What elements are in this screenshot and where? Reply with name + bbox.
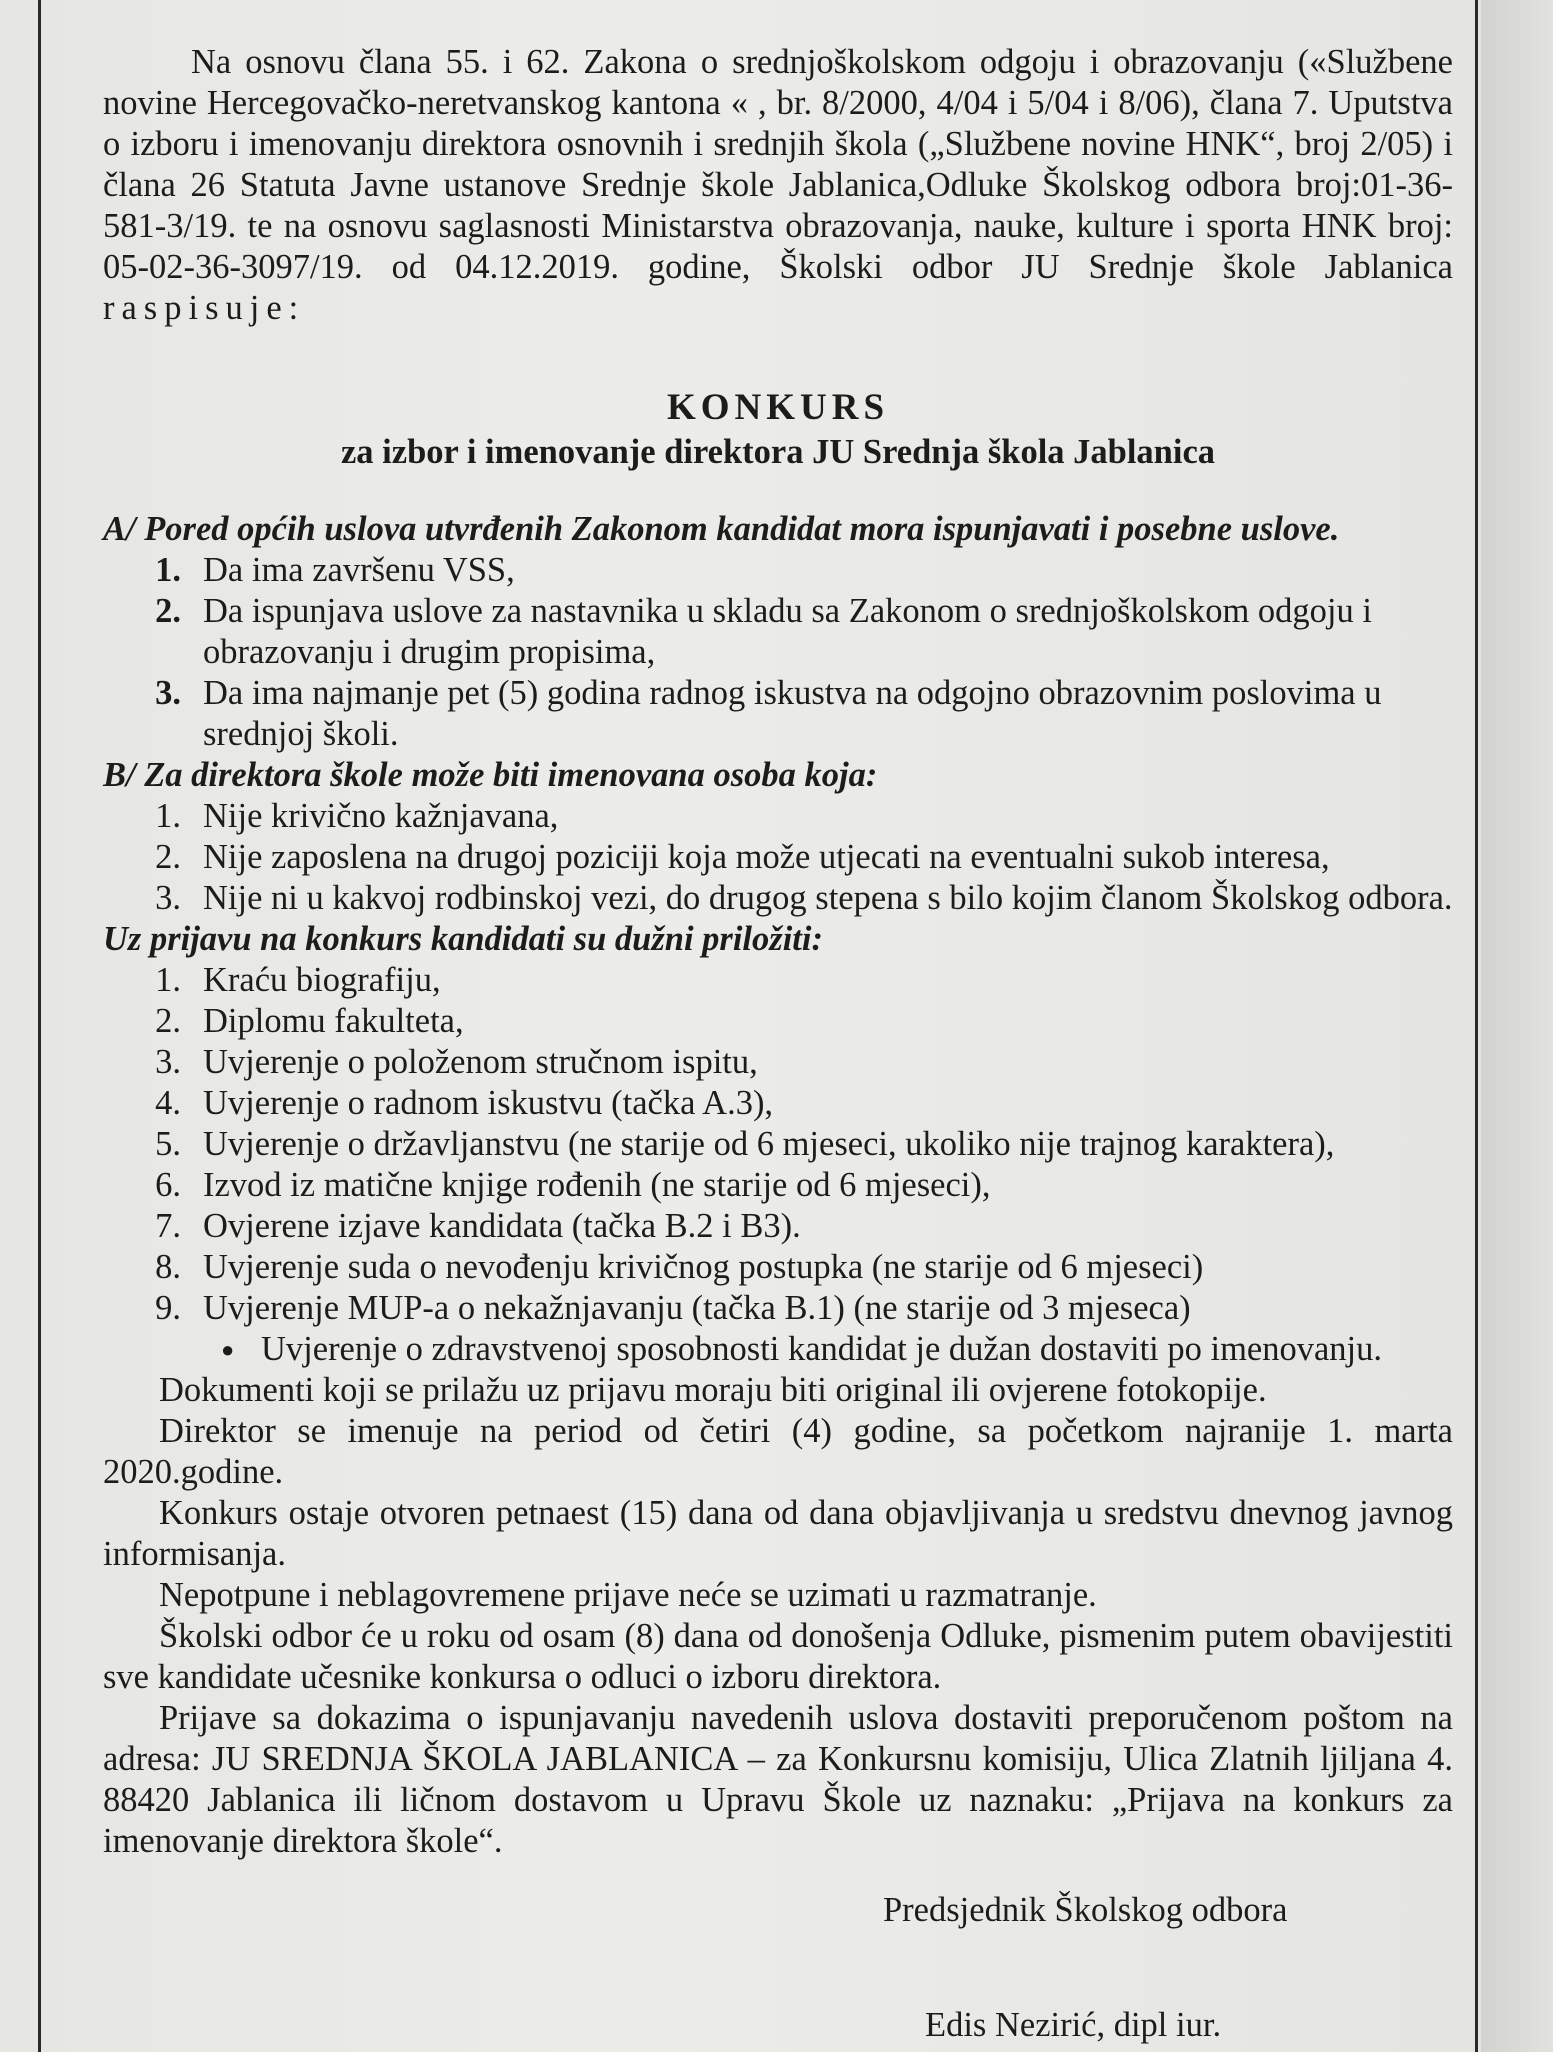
list-item-number: 1. — [155, 797, 181, 835]
list-item-number: 2. — [155, 838, 181, 876]
list-item — [103, 591, 1453, 673]
intro-text: Na osnovu člana 55. i 62. Zakona o srednjoškolskom odgoju i obrazovanju («Službene novine Hercegovačko-neretvanskog kantona « , br. 8/2000, 4/04 i 5/04 i 8/06), člana 7. Uputstva o izboru i imenovanju direktora osnovnih i srednjih škola („Službene novine HNK“, broj 2/05) i člana 26 Statuta Javne ustanove Srednje škole Jablanica,Odluke Školskog odbora broj:01-36-581-3/19. te na osnovu saglasnosti Ministarstva obrazovanja, nauke, kulture i sporta HNK broj: 05-02-36-3097/19. od 04.12.2019. godine, Školski odbor JU Srednje škole Jablanica — [103, 43, 1453, 286]
document-content — [103, 42, 1453, 2046]
list-item — [103, 1247, 1453, 1288]
section-b-list — [103, 796, 1453, 919]
list-item-number: 4. — [155, 1084, 181, 1122]
paragraph: Direktor se imenuje na period od četiri (4) godine, sa početkom najranije 1. marta 2020.godine. — [103, 1412, 1453, 1491]
documents-list — [103, 960, 1453, 1329]
list-item-text: Diplomu fakulteta, — [203, 1002, 464, 1040]
signature-role: Predsjednik Školskog odbora — [883, 1891, 1288, 1929]
document-frame — [38, 0, 1478, 2052]
list-item-text: Uvjerenje suda o nevođenju krivičnog postupka (ne starije od 6 mjeseci) — [203, 1248, 1204, 1286]
list-item-number: 1. — [155, 551, 181, 589]
list-item-text: Nije ni u kakvoj rodbinskoj vezi, do drugog stepena s bilo kojim članom Školskog odbora. — [203, 879, 1453, 917]
list-item — [103, 1001, 1453, 1042]
list-item — [103, 1124, 1453, 1165]
list-item-number: 3. — [155, 674, 181, 712]
list-item — [103, 960, 1453, 1001]
list-item-text: Izvod iz matične knjige rođenih (ne starije od 6 mjeseci), — [203, 1166, 991, 1204]
list-item-text: Da ima najmanje pet (5) godina radnog iskustva na odgojno obrazovnim poslovima u srednjoj školi. — [203, 674, 1382, 753]
list-item-text: Nije krivično kažnjavana, — [203, 797, 559, 835]
list-item-number: 6. — [155, 1166, 181, 1204]
list-item-text: Uvjerenje o državljanstvu (ne starije od 6 mjeseci, ukoliko nije trajnog karaktera), — [203, 1125, 1335, 1163]
list-item-text: Ovjerene izjave kandidata (tačka B.2 i B3). — [203, 1207, 801, 1245]
list-item-number: 2. — [155, 592, 181, 630]
section-a-heading: A/ Pored općih uslova utvrđenih Zakonom kandidat mora ispunjavati i posebne uslove. — [103, 510, 1340, 548]
list-item-text: Da ima završenu VSS, — [203, 551, 515, 589]
list-item-text: Da ispunjava uslove za nastavnika u skladu sa Zakonom o srednjoškolskom odgoju i obrazovanju i drugim propisima, — [203, 592, 1372, 671]
list-item-text: Uvjerenje MUP-a o nekažnjavanju (tačka B.1) (ne starije od 3 mjeseca) — [203, 1289, 1191, 1327]
list-item — [103, 796, 1453, 837]
list-item-number: 5. — [155, 1125, 181, 1163]
list-item-number: 2. — [155, 1002, 181, 1040]
list-item-number: 9. — [155, 1289, 181, 1327]
list-item — [103, 1042, 1453, 1083]
paragraph: Dokumenti koji se prilažu uz prijavu moraju biti original ili ovjerene fotokopije. — [159, 1371, 1267, 1409]
signature-name: Edis Nezirić, dipl iur. — [925, 2006, 1222, 2044]
list-item — [103, 878, 1453, 919]
paragraph: Konkurs ostaje otvoren petnaest (15) dana od dana objavljivanja u sredstvu dnevnog javnog informisanja. — [103, 1494, 1453, 1573]
bullet-dot: ● — [221, 1337, 235, 1362]
list-item-number: 1. — [155, 961, 181, 999]
list-item — [103, 1288, 1453, 1329]
list-item-text: Uvjerenje o položenom stručnom ispitu, — [203, 1043, 758, 1081]
list-item — [103, 837, 1453, 878]
intro-paragraph — [103, 42, 1453, 329]
page-edge-shadow — [1481, 0, 1553, 2052]
document-title: KONKURS — [666, 387, 890, 428]
intro-verb: raspisuje: — [103, 289, 306, 327]
documents-heading: Uz prijavu na konkurs kandidati su dužni priložiti: — [103, 920, 823, 958]
list-item — [103, 1165, 1453, 1206]
list-item-number: 3. — [155, 879, 181, 917]
list-item-text: Uvjerenje o radnom iskustvu (tačka A.3), — [203, 1084, 774, 1122]
paragraph: Nepotpune i neblagovremene prijave neće se uzimati u razmatranje. — [159, 1576, 1097, 1614]
list-item-number: 8. — [155, 1248, 181, 1286]
list-item-number: 7. — [155, 1207, 181, 1245]
document-subtitle: za izbor i imenovanje direktora JU Srednja škola Jablanica — [340, 433, 1216, 471]
signature-block — [103, 1890, 1453, 2046]
bullet-item — [103, 1329, 1453, 1370]
list-item-text: Nije zaposlena na drugoj poziciji koja može utjecati na eventualni sukob interesa, — [203, 838, 1330, 876]
list-item-text: Kraću biografiju, — [203, 961, 441, 999]
list-item — [103, 673, 1453, 755]
section-a-list — [103, 550, 1453, 755]
paragraph: Prijave sa dokazima o ispunjavanju navedenih uslova dostaviti preporučenom poštom na adresa: JU SREDNJA ŠKOLA JABLANICA – za Konkursnu komisiju, Ulica Zlatnih ljiljana 4. 88420 Jablanica ili ličnom dostavom u Upravu Škole uz naznaku: „Prijava na konkurs za imenovanje direktora škole“. — [103, 1699, 1453, 1860]
bullet-text: Uvjerenje o zdravstvenoj sposobnosti kandidat je dužan dostaviti po imenovanju. — [261, 1330, 1383, 1368]
list-item — [103, 1206, 1453, 1247]
section-b-heading: B/ Za direktora škole može biti imenovana osoba koja: — [103, 756, 878, 794]
paragraph: Školski odbor će u roku od osam (8) dana od donošenja Odluke, pismenim putem obavijestiti sve kandidate učesnike konkursa o odluci o izboru direktora. — [103, 1617, 1453, 1696]
list-item — [103, 550, 1453, 591]
list-item-number: 3. — [155, 1043, 181, 1081]
list-item — [103, 1083, 1453, 1124]
